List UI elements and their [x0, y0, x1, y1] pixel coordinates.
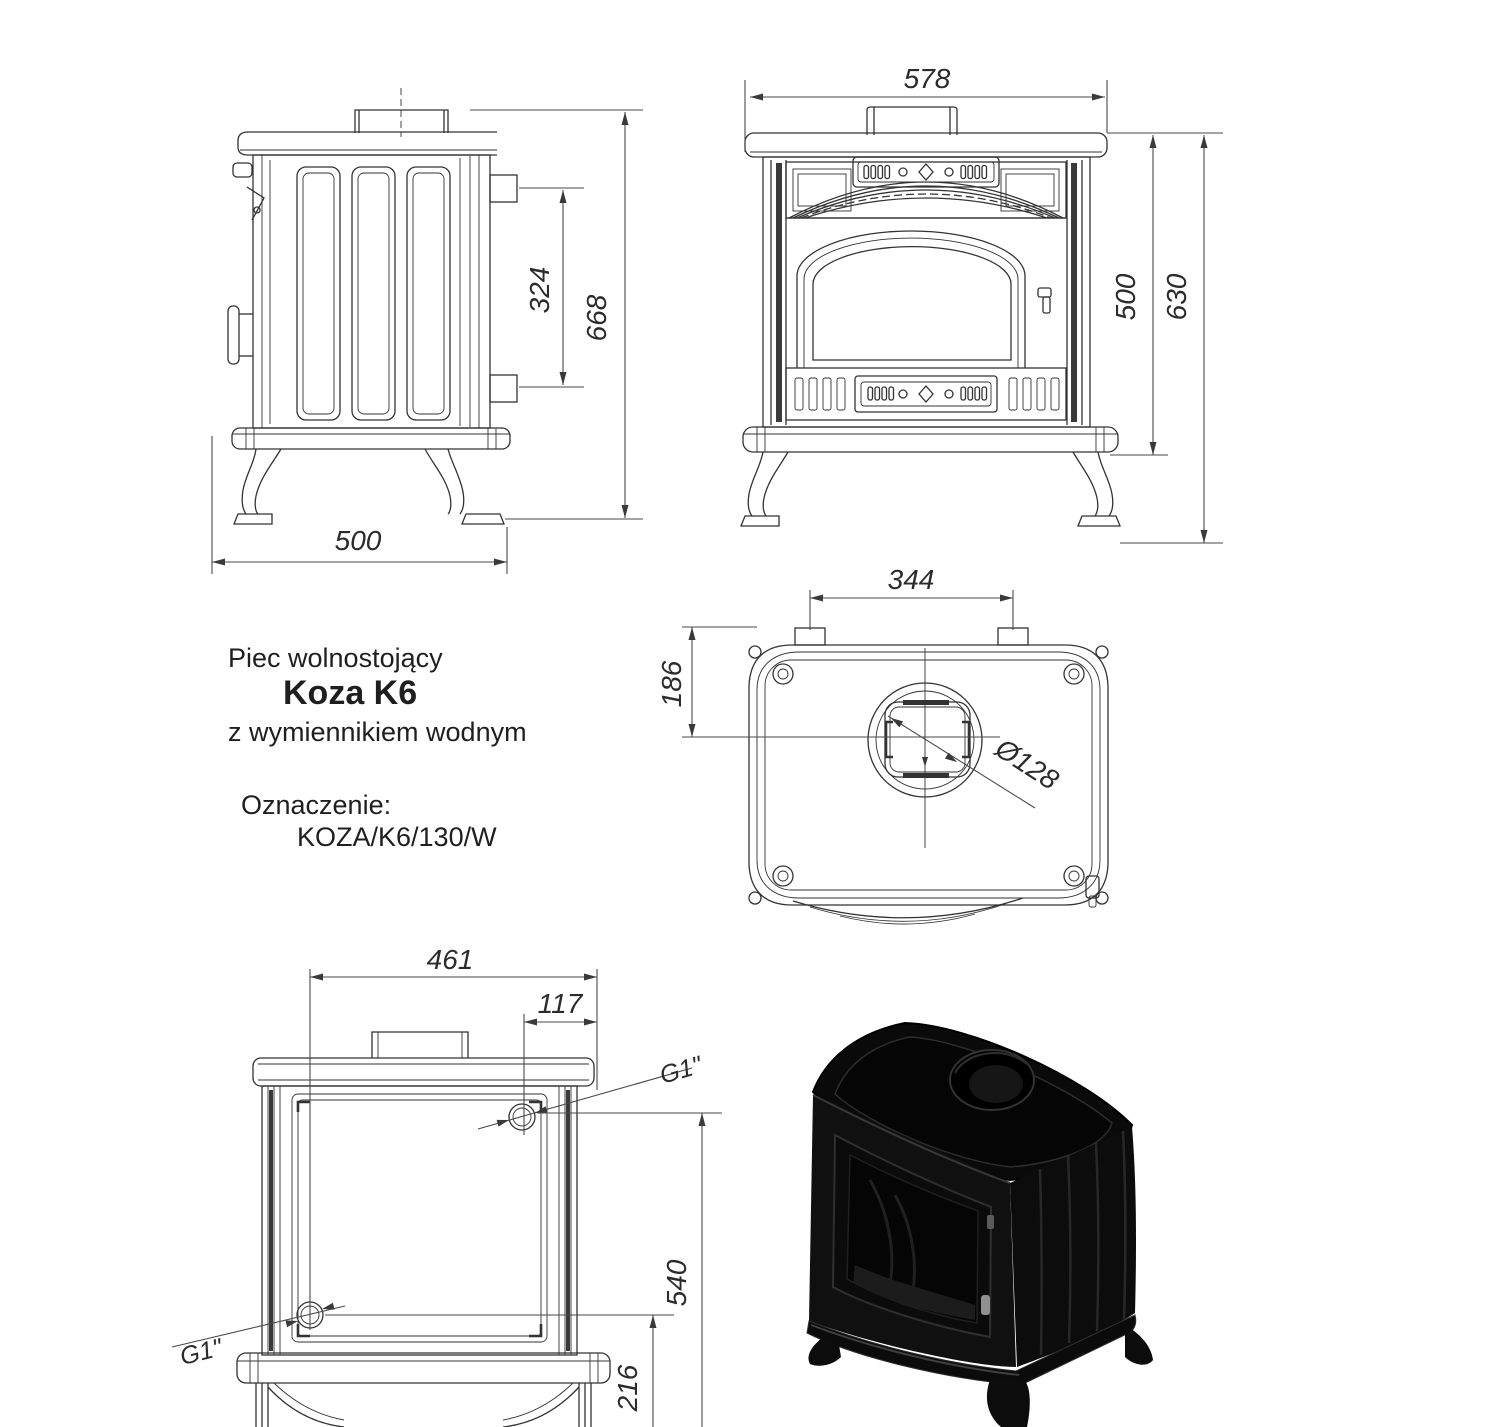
- dim-upper-height: 540: [661, 1259, 692, 1307]
- upper-pipe-stub: [490, 175, 517, 202]
- dim-body-height: 500: [1110, 273, 1141, 321]
- side-view-stove-outline: [228, 88, 517, 524]
- dim-width: 578: [903, 63, 951, 94]
- dim-pipe-spacing: 324: [524, 266, 555, 314]
- dim-lower-connection: G1": [177, 1333, 225, 1371]
- dim-total-height: 668: [581, 294, 612, 342]
- top-view-drawing: [640, 555, 1180, 965]
- dim-flue-diameter: Ø128: [990, 732, 1065, 796]
- side-panels: [297, 167, 450, 420]
- product-model: Koza K6: [283, 674, 418, 712]
- dim-lower-height: 216: [612, 1364, 643, 1412]
- door-window: [797, 231, 1025, 368]
- top-view-dimensions: [656, 564, 1065, 808]
- base-and-legs: [741, 427, 1120, 526]
- door-latch-handle: [981, 1295, 990, 1315]
- product-variant: z wymiennikiem wodnym: [228, 717, 527, 747]
- grille-slots: [864, 164, 987, 180]
- door-hardware: [228, 163, 264, 364]
- dim-flue-offset: 186: [656, 660, 687, 708]
- side-view-drawing: [200, 85, 650, 585]
- stove-photo: [795, 1015, 1290, 1427]
- front-view-dimensions: [745, 63, 1223, 543]
- front-view-drawing: [720, 55, 1240, 560]
- door-handle: [1038, 288, 1051, 313]
- product-type-label: Piec wolnostojący: [228, 643, 443, 673]
- dim-upper-connection: G1": [656, 1051, 705, 1090]
- designation-code: KOZA/K6/130/W: [297, 822, 497, 852]
- rear-view-stove-outline: [237, 1032, 610, 1427]
- base-and-legs: [237, 1353, 610, 1427]
- door-hinge: [987, 1215, 994, 1229]
- ash-band: [786, 368, 1066, 420]
- side-view-dimensions: [212, 110, 643, 574]
- left-pipe-stub: [795, 628, 825, 645]
- dim-upper-offset: 117: [537, 988, 583, 1019]
- front-view-stove-outline: [741, 107, 1120, 526]
- lower-pipe-stub: [490, 375, 517, 402]
- stove-photo-render: [807, 1023, 1153, 1427]
- dim-total-height: 630: [1161, 273, 1192, 321]
- dim-stub-spacing: 344: [887, 564, 935, 595]
- dim-width: 461: [426, 944, 474, 975]
- base-and-legs: [232, 428, 510, 524]
- front-bulge: [793, 876, 1099, 924]
- dim-depth: 500: [334, 525, 382, 556]
- designation-label: Oznaczenie:: [241, 790, 392, 820]
- rear-view-drawing: [150, 945, 740, 1427]
- flue-outlet: [868, 648, 982, 848]
- right-pipe-stub: [998, 628, 1028, 645]
- ash-grille-slots: [868, 386, 987, 402]
